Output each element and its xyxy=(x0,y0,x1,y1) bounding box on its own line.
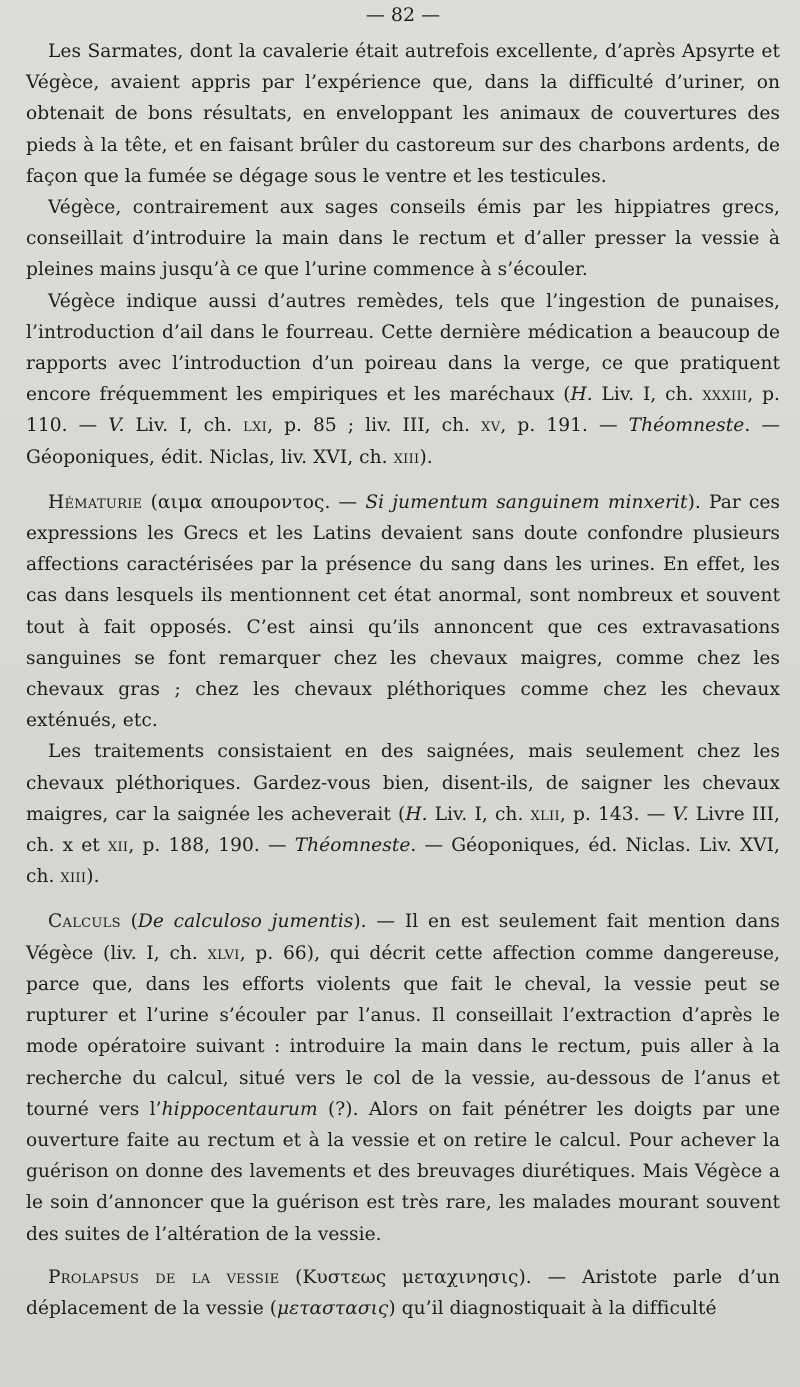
paragraph-prolapsus: Prolapsus de la vessie (Κυστεως μεταχινησις). — Aristote parle d’un déplacement de la vessie (μεταστασις) qu’il diagnostiquait à la difficulté xyxy=(26,1266,780,1319)
paragraph-traitements: Les traitements consistaient en des saignées, mais seulement chez les chevaux pléthoriques. Gardez-vous bien, disent-ils, de saigner les chevaux maigres, car la saignée les acheverait (H. Liv. I, ch. xlii, p. 143. — V. Livre III, ch. x et xii, p. 188, 190. — Théomneste. — Géoponiques, éd. Niclas. Liv. XVI, ch. xiii). xyxy=(26,741,780,888)
paragraph-sarmates: Les Sarmates, dont la cavalerie était autrefois excellente, d’après Apsyrte et Végèce, avaient appris par l’expérience que, dans la difficulté d’uriner, on obtenait de bons résultats, en enveloppant les animaux de couvertures des pieds à la tête, et en faisant brûler du castoreum sur des charbons ardents, de façon que la fumée se dégage sous le ventre et les testicules. xyxy=(26,41,780,187)
paragraph-hematurie: Hématurie (αιμα αποuροντος. — Si jumentum sanguinem minxerit). Par ces expressions les Grecs et les Latins devaient sans doute confondre plusieurs affections caractérisées par la présence du sang dans les urines. En effet, les cas dans lesquels ils mentionnent cet état anormal, sont nombreux et souvent tout à fait opposés. C’est ainsi qu’ils annoncent que ces extravasations sanguines se font remarquer chez les chevaux maigres, comme chez les chevaux gras ; chez les chevaux pléthoriques comme chez les chevaux exténués, etc. xyxy=(26,491,781,732)
page-number: — 82 — xyxy=(365,4,441,26)
paragraph-calculs: Calculs (De calculoso jumentis). — Il en est seulement fait mention dans Végèce (liv. I, ch. xlvi, p. 66), qui décrit cette affection comme dangereuse, parce que, dans les efforts violents que fait le cheval, la vessie peut se rupturer et l’urine s’écouler par l’anus. Il conseillait l’extraction d’après le mode opératoire suivant : introduire la main dans le rectum, puis aller à la recherche du calcul, situé vers le col de la vessie, au-dessous de l’anus et tourné vers l’hippocentaurum (?). Alors on fait pénétrer les doigts par une ouverture faite au rectum et à la vessie et on retire le calcul. Pour achever la guérison on donne des lavements et des breuvages diurétiques. Mais Végèce a le soin d’annoncer que la guérison est très rare, les malades mourant souvent des suites de l’altération de la vessie. xyxy=(26,911,780,1245)
section-heading-hematurie: Hématurie xyxy=(48,491,143,513)
paragraph-vegece-rectum: Végèce, contrairement aux sages conseils émis par les hippiatres grecs, conseillait d’introduire la main dans le rectum et d’aller presser la vessie à pleines mains jusqu’à ce que l’urine commence à s’écouler. xyxy=(26,197,780,281)
paragraph-vegece-remedes: Végèce indique aussi d’autres remèdes, tels que l’ingestion de punaises, l’introduction d’ail dans le fourreau. Cette dernière médication a beaucoup de rapports avec l’introduction d’un poireau dans la verge, ce que pratiquent encore fréquemment les empiriques et les maréchaux (H. Liv. I, ch. xxxiii, p. 110. — V. Liv. I, ch. lxi, p. 85 ; liv. III, ch. xv, p. 191. — Théomneste. — Géoponiques, édit. Niclas, liv. XVI, ch. xiii). xyxy=(26,290,780,468)
section-heading-prolapsus: Prolapsus de la vessie xyxy=(48,1266,280,1288)
section-heading-calculs: Calculs xyxy=(48,911,121,933)
